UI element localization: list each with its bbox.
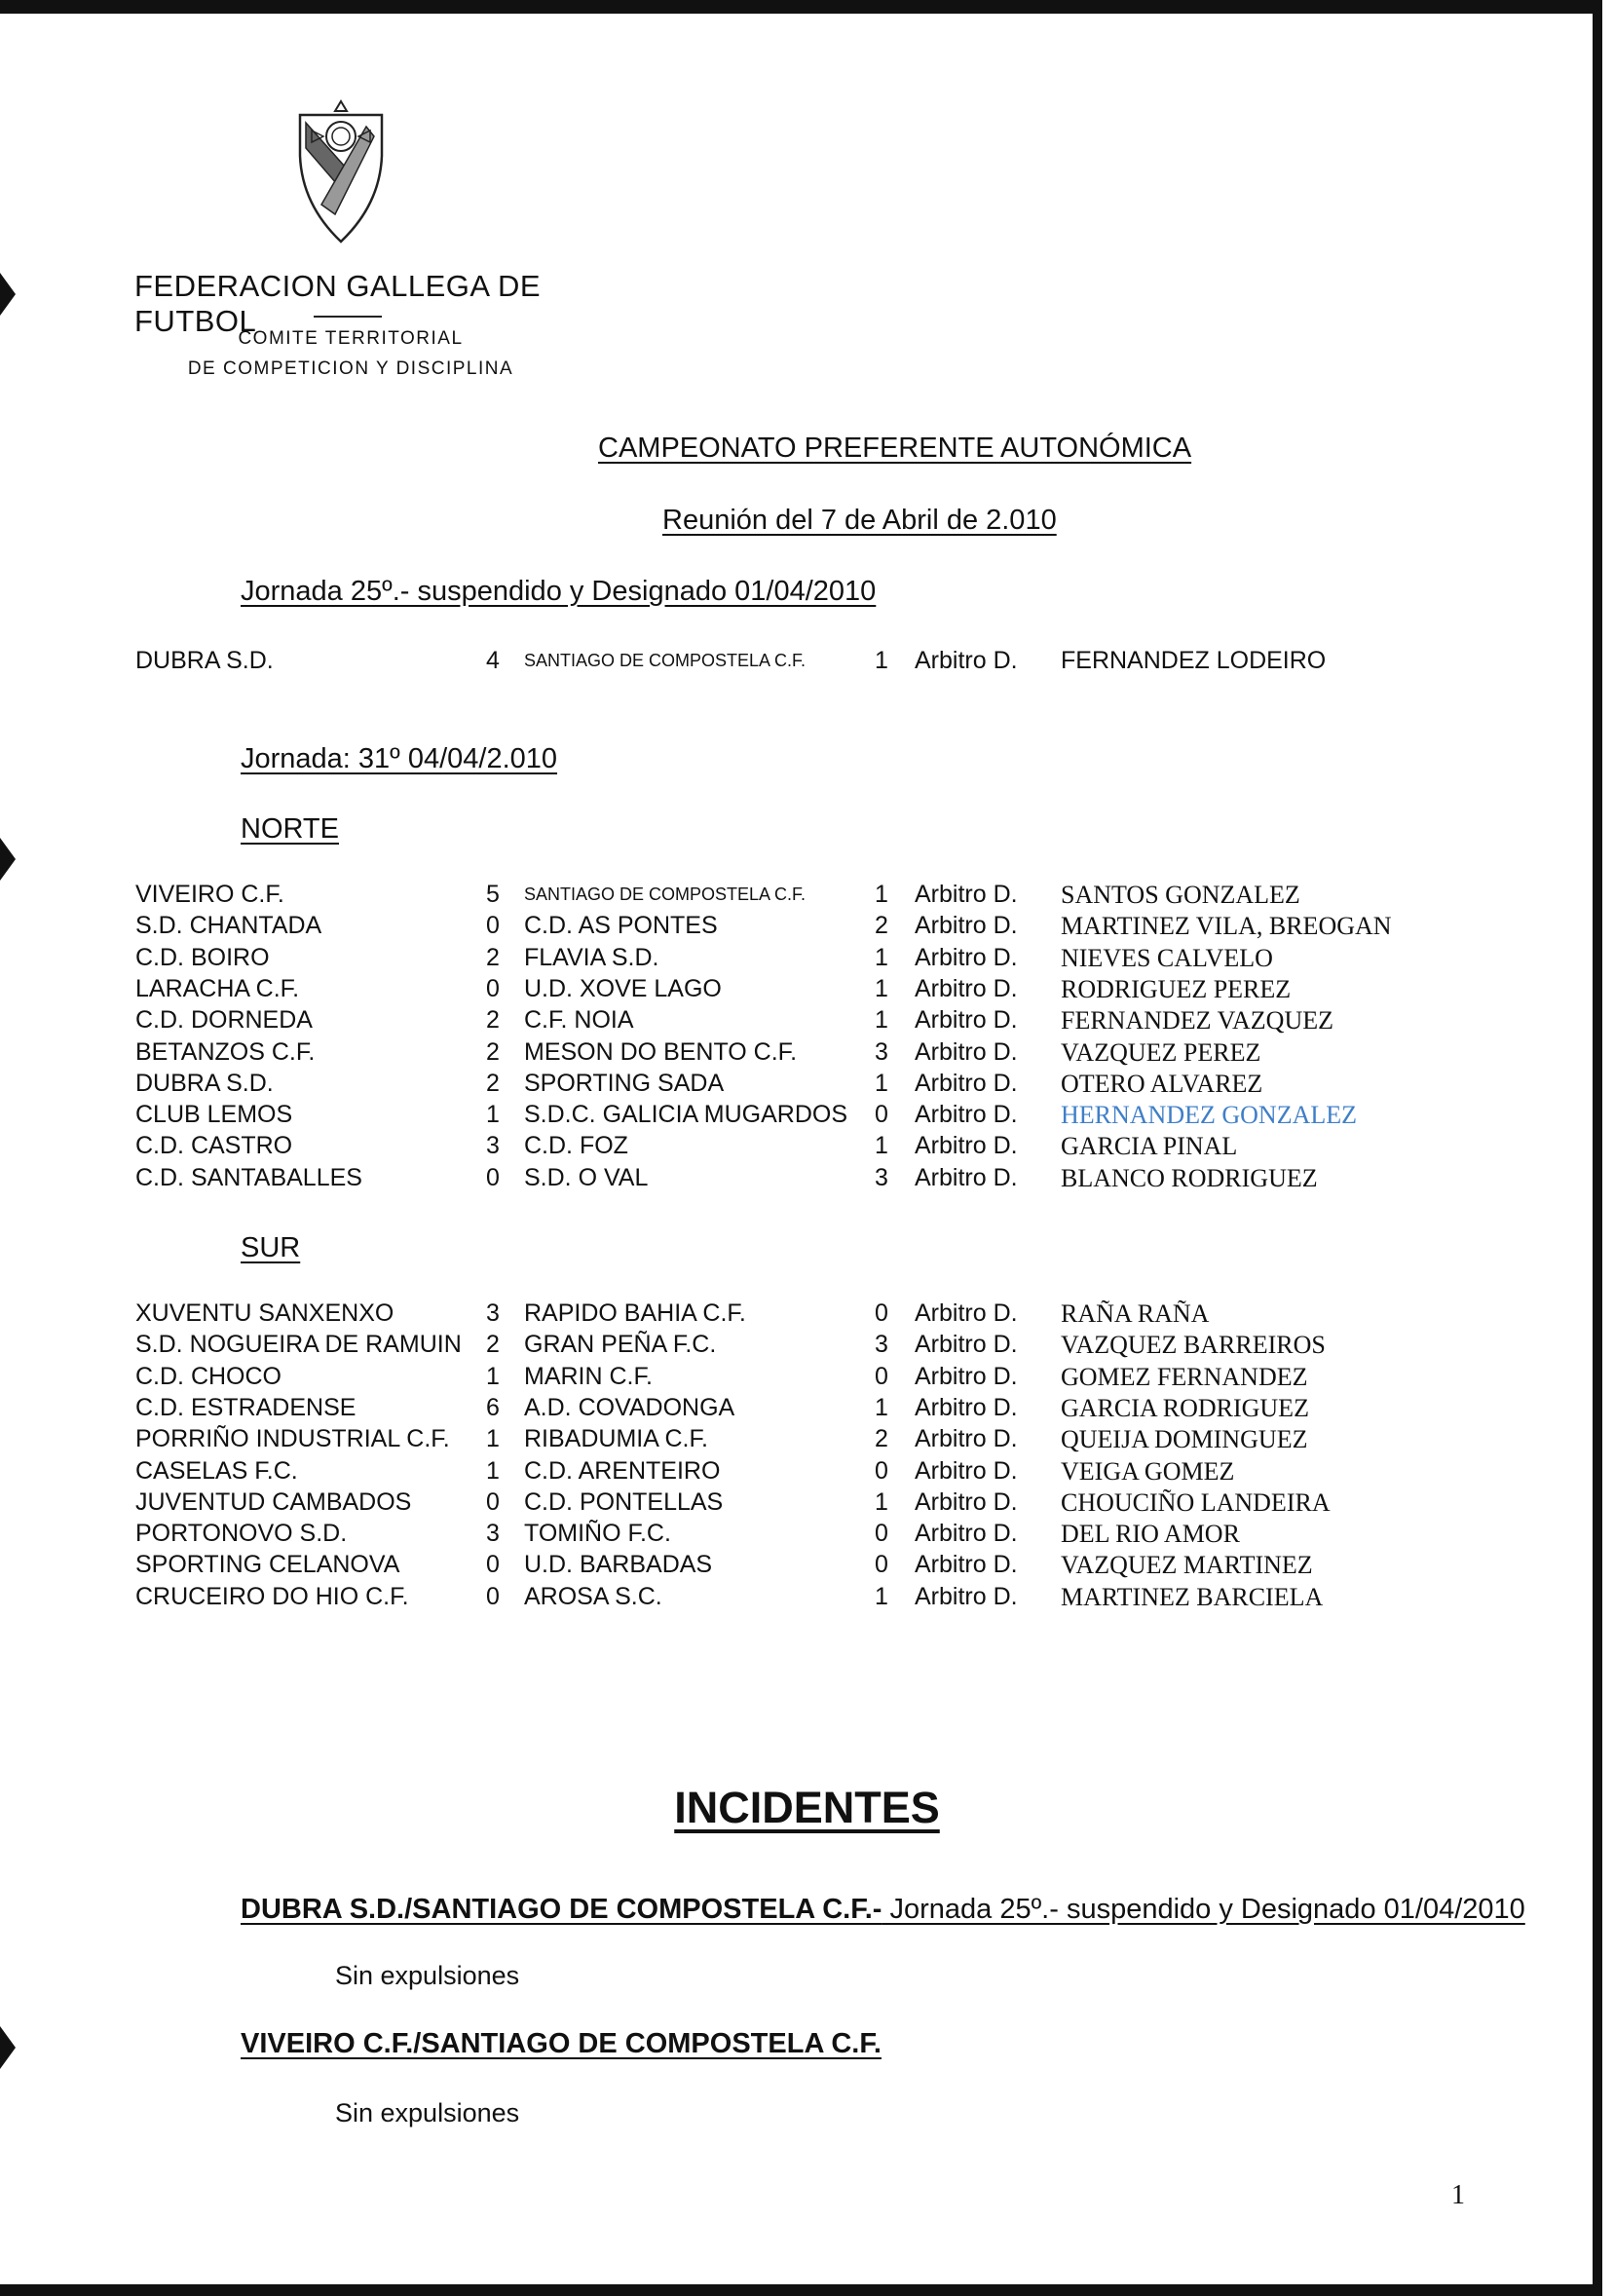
incident-title-2 bbox=[241, 2028, 882, 2060]
away-team: MESON DO BENTO C.F. bbox=[524, 1037, 798, 1066]
org-title: FEDERACION GALLEGA DE FUTBOL bbox=[134, 269, 542, 338]
referee-name: RAÑA RAÑA bbox=[1061, 1299, 1210, 1328]
referee-name: VAZQUEZ BARREIROS bbox=[1061, 1331, 1326, 1360]
incident-title-1 bbox=[241, 1894, 1525, 1926]
away-team: U.D. XOVE LAGO bbox=[524, 974, 722, 1002]
org-subtitle-line1: COMITE TERRITORIAL bbox=[238, 328, 464, 349]
referee-name: VEIGA GOMEZ bbox=[1061, 1456, 1235, 1486]
away-score: 0 bbox=[875, 1551, 888, 1579]
home-score: 4 bbox=[486, 647, 500, 674]
away-team: AROSA S.C. bbox=[524, 1582, 662, 1610]
away-score: 3 bbox=[875, 1163, 888, 1191]
match-row bbox=[0, 1070, 1614, 1101]
away-team: SANTIAGO DE COMPOSTELA C.F. bbox=[524, 885, 807, 904]
away-team: S.D. O VAL bbox=[524, 1163, 649, 1191]
arbitro-label: Arbitro D. bbox=[915, 1299, 1018, 1327]
arbitro-label: Arbitro D. bbox=[915, 1425, 1018, 1453]
referee-name: GARCIA PINAL bbox=[1061, 1132, 1238, 1161]
page-number: 1 bbox=[1451, 2180, 1465, 2210]
away-score: 1 bbox=[875, 1393, 888, 1421]
away-team: SANTIAGO DE COMPOSTELA C.F. bbox=[524, 651, 807, 670]
arbitro-label: Arbitro D. bbox=[915, 1551, 1018, 1579]
away-team: C.D. FOZ bbox=[524, 1132, 628, 1160]
away-team: S.D.C. GALICIA MUGARDOS bbox=[524, 1101, 848, 1129]
home-score: 0 bbox=[486, 1487, 500, 1516]
home-score: 2 bbox=[486, 1006, 500, 1035]
match-row bbox=[0, 1331, 1614, 1362]
away-team: C.D. PONTELLAS bbox=[524, 1487, 724, 1516]
incident-title-teams: DUBRA S.D./SANTIAGO DE COMPOSTELA C.F.- bbox=[241, 1894, 882, 1925]
away-score: 0 bbox=[875, 1520, 888, 1548]
arbitro-label: Arbitro D. bbox=[915, 1037, 1018, 1066]
match-row bbox=[0, 1132, 1614, 1163]
home-score: 0 bbox=[486, 912, 500, 940]
arbitro-label: Arbitro D. bbox=[915, 974, 1018, 1002]
edge-mark bbox=[0, 838, 16, 881]
away-team: C.F. NOIA bbox=[524, 1006, 634, 1035]
referee-name: DEL RIO AMOR bbox=[1061, 1520, 1240, 1549]
home-team: LARACHA C.F. bbox=[135, 974, 300, 1002]
incident-body-2: Sin expulsiones bbox=[335, 2098, 520, 2127]
away-score: 0 bbox=[875, 1362, 888, 1390]
edge-mark bbox=[0, 2026, 16, 2069]
championship-title: CAMPEONATO PREFERENTE AUTONÓMICA bbox=[598, 433, 1192, 464]
referee-name: OTERO ALVAREZ bbox=[1061, 1069, 1263, 1098]
away-team: RAPIDO BAHIA C.F. bbox=[524, 1299, 746, 1327]
home-score: 3 bbox=[486, 1132, 500, 1160]
referee-name: RODRIGUEZ PEREZ bbox=[1061, 974, 1292, 1003]
away-score: 1 bbox=[875, 881, 888, 908]
away-score: 1 bbox=[875, 974, 888, 1002]
referee-name: QUEIJA DOMINGUEZ bbox=[1061, 1425, 1308, 1454]
arbitro-label: Arbitro D. bbox=[915, 1132, 1018, 1160]
match-row bbox=[0, 1363, 1614, 1394]
incident-title-teams: VIVEIRO C.F./SANTIAGO DE COMPOSTELA C.F. bbox=[241, 2028, 882, 2059]
home-team: DUBRA S.D. bbox=[135, 647, 274, 674]
home-score: 2 bbox=[486, 1037, 500, 1066]
referee-name: CHOUCIÑO LANDEIRA bbox=[1061, 1487, 1331, 1517]
home-team: C.D. CASTRO bbox=[135, 1132, 293, 1160]
arbitro-label: Arbitro D. bbox=[915, 1362, 1018, 1390]
home-score: 2 bbox=[486, 943, 500, 971]
away-score: 0 bbox=[875, 1299, 888, 1327]
home-score: 6 bbox=[486, 1393, 500, 1421]
home-team: BETANZOS C.F. bbox=[135, 1037, 316, 1066]
federation-shield-logo bbox=[292, 97, 390, 244]
incidentes-title: INCIDENTES bbox=[674, 1783, 940, 1832]
referee-name: HERNANDEZ GONZALEZ bbox=[1061, 1101, 1358, 1130]
arbitro-label: Arbitro D. bbox=[915, 1456, 1018, 1485]
away-score: 3 bbox=[875, 1331, 888, 1359]
referee-name: BLANCO RODRIGUEZ bbox=[1061, 1163, 1318, 1192]
away-team: FLAVIA S.D. bbox=[524, 943, 659, 971]
home-team: S.D. NOGUEIRA DE RAMUIN bbox=[135, 1331, 462, 1359]
home-team: S.D. CHANTADA bbox=[135, 912, 322, 940]
match-row bbox=[0, 944, 1614, 975]
arbitro-label: Arbitro D. bbox=[915, 1393, 1018, 1421]
referee-name: GARCIA RODRIGUEZ bbox=[1061, 1393, 1309, 1422]
away-score: 1 bbox=[875, 1582, 888, 1610]
away-team: C.D. ARENTEIRO bbox=[524, 1456, 721, 1485]
home-score: 5 bbox=[486, 881, 500, 908]
home-team: JUVENTUD CAMBADOS bbox=[135, 1487, 412, 1516]
home-team: C.D. BOIRO bbox=[135, 943, 270, 971]
away-score: 2 bbox=[875, 912, 888, 940]
away-team: TOMIÑO F.C. bbox=[524, 1520, 671, 1548]
referee-name: VAZQUEZ PEREZ bbox=[1061, 1037, 1261, 1067]
home-team: SPORTING CELANOVA bbox=[135, 1551, 400, 1579]
home-team: PORRIÑO INDUSTRIAL C.F. bbox=[135, 1425, 450, 1453]
norte-title: NORTE bbox=[241, 813, 339, 845]
home-team: DUBRA S.D. bbox=[135, 1069, 274, 1097]
arbitro-label: Arbitro D. bbox=[915, 647, 1018, 674]
away-score: 1 bbox=[875, 1487, 888, 1516]
org-subtitle-line2: DE COMPETICION Y DISCIPLINA bbox=[187, 358, 514, 379]
away-team: C.D. AS PONTES bbox=[524, 912, 718, 940]
home-score: 0 bbox=[486, 1163, 500, 1191]
suspended-match-row bbox=[0, 647, 1614, 678]
home-team: CRUCEIRO DO HIO C.F. bbox=[135, 1582, 409, 1610]
match-row bbox=[0, 1006, 1614, 1037]
match-row bbox=[0, 1425, 1614, 1456]
suspended-jornada-title: Jornada 25º.- suspendido y Designado 01/04/2010 bbox=[241, 576, 877, 607]
title-divider bbox=[314, 316, 382, 318]
away-score: 1 bbox=[875, 943, 888, 971]
home-score: 1 bbox=[486, 1425, 500, 1453]
home-team: VIVEIRO C.F. bbox=[135, 881, 284, 908]
home-score: 1 bbox=[486, 1101, 500, 1129]
match-row bbox=[0, 912, 1614, 943]
away-score: 2 bbox=[875, 1425, 888, 1453]
arbitro-label: Arbitro D. bbox=[915, 1520, 1018, 1548]
arbitro-label: Arbitro D. bbox=[915, 943, 1018, 971]
away-score: 1 bbox=[875, 1006, 888, 1035]
home-score: 1 bbox=[486, 1362, 500, 1390]
away-score: 1 bbox=[875, 647, 888, 674]
away-team: SPORTING SADA bbox=[524, 1069, 725, 1097]
match-row bbox=[0, 1101, 1614, 1132]
referee-name: GOMEZ FERNANDEZ bbox=[1061, 1362, 1308, 1391]
away-score: 0 bbox=[875, 1456, 888, 1485]
referee-name: SANTOS GONZALEZ bbox=[1061, 881, 1300, 909]
home-score: 0 bbox=[486, 974, 500, 1002]
home-team: C.D. SANTABALLES bbox=[135, 1163, 362, 1191]
away-score: 3 bbox=[875, 1037, 888, 1066]
arbitro-label: Arbitro D. bbox=[915, 912, 1018, 940]
away-score: 0 bbox=[875, 1101, 888, 1129]
match-row bbox=[0, 1488, 1614, 1520]
match-row bbox=[0, 1038, 1614, 1070]
arbitro-label: Arbitro D. bbox=[915, 1006, 1018, 1035]
arbitro-label: Arbitro D. bbox=[915, 1069, 1018, 1097]
away-team: U.D. BARBADAS bbox=[524, 1551, 713, 1579]
match-row bbox=[0, 1164, 1614, 1195]
match-row bbox=[0, 975, 1614, 1006]
referee-name: FERNANDEZ LODEIRO bbox=[1061, 647, 1327, 674]
away-team: GRAN PEÑA F.C. bbox=[524, 1331, 717, 1359]
match-row bbox=[0, 1520, 1614, 1551]
referee-name: NIEVES CALVELO bbox=[1061, 943, 1273, 972]
away-team: RIBADUMIA C.F. bbox=[524, 1425, 708, 1453]
match-row bbox=[0, 1583, 1614, 1614]
away-score: 1 bbox=[875, 1132, 888, 1160]
match-row bbox=[0, 1299, 1614, 1331]
referee-name: FERNANDEZ VAZQUEZ bbox=[1061, 1006, 1333, 1035]
arbitro-label: Arbitro D. bbox=[915, 1582, 1018, 1610]
home-team: C.D. DORNEDA bbox=[135, 1006, 313, 1035]
away-team: MARIN C.F. bbox=[524, 1362, 653, 1390]
jornada-title: Jornada: 31º 04/04/2.010 bbox=[241, 743, 558, 774]
home-team: C.D. CHOCO bbox=[135, 1362, 282, 1390]
match-row bbox=[0, 881, 1614, 912]
home-team: PORTONOVO S.D. bbox=[135, 1520, 348, 1548]
match-row bbox=[0, 1551, 1614, 1582]
incident-title-detail: Jornada 25º.- suspendido y Designado 01/04/2010 bbox=[882, 1894, 1525, 1925]
away-score: 1 bbox=[875, 1069, 888, 1097]
home-score: 3 bbox=[486, 1299, 500, 1327]
away-team: A.D. COVADONGA bbox=[524, 1393, 735, 1421]
home-score: 2 bbox=[486, 1331, 500, 1359]
arbitro-label: Arbitro D. bbox=[915, 1331, 1018, 1359]
incident-body-1: Sin expulsiones bbox=[335, 1961, 520, 1990]
home-team: CASELAS F.C. bbox=[135, 1456, 298, 1485]
home-score: 0 bbox=[486, 1551, 500, 1579]
arbitro-label: Arbitro D. bbox=[915, 1163, 1018, 1191]
referee-name: MARTINEZ BARCIELA bbox=[1061, 1582, 1324, 1611]
match-row bbox=[0, 1394, 1614, 1425]
home-score: 0 bbox=[486, 1582, 500, 1610]
home-team: XUVENTU SANXENXO bbox=[135, 1299, 394, 1327]
home-team: CLUB LEMOS bbox=[135, 1101, 293, 1129]
home-score: 2 bbox=[486, 1069, 500, 1097]
referee-name: VAZQUEZ MARTINEZ bbox=[1061, 1551, 1313, 1580]
arbitro-label: Arbitro D. bbox=[915, 1101, 1018, 1129]
arbitro-label: Arbitro D. bbox=[915, 881, 1018, 908]
arbitro-label: Arbitro D. bbox=[915, 1487, 1018, 1516]
edge-mark bbox=[0, 273, 16, 316]
home-team: C.D. ESTRADENSE bbox=[135, 1393, 357, 1421]
referee-name: MARTINEZ VILA, BREOGAN bbox=[1061, 912, 1392, 941]
match-row bbox=[0, 1457, 1614, 1488]
home-score: 3 bbox=[486, 1520, 500, 1548]
meeting-title: Reunión del 7 de Abril de 2.010 bbox=[662, 505, 1057, 536]
home-score: 1 bbox=[486, 1456, 500, 1485]
sur-title: SUR bbox=[241, 1232, 301, 1263]
